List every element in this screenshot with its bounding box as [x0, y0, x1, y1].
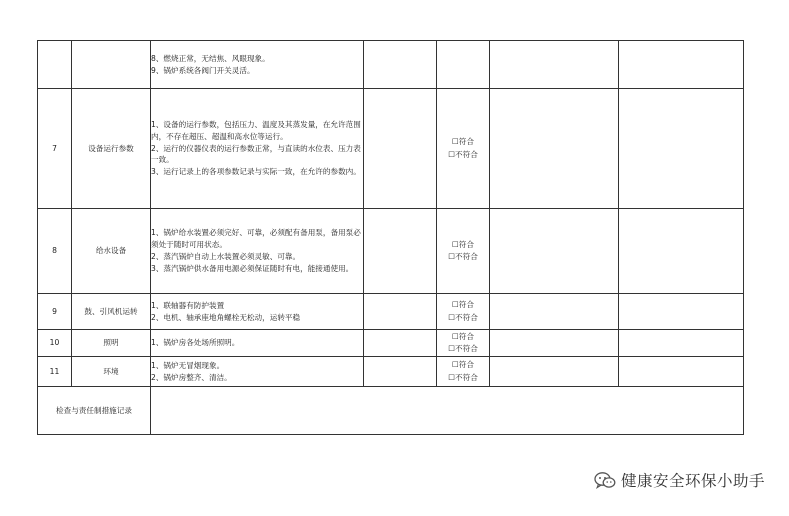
- table-row: [38, 294, 744, 330]
- content-line: 9、锅炉系统各阀门开关灵活。: [151, 65, 255, 75]
- inspection-table: [37, 40, 744, 435]
- result-cell: [437, 41, 490, 89]
- result-cell: [437, 89, 490, 209]
- result-cell: [437, 209, 490, 294]
- conform-checkbox[interactable]: ☐符合: [452, 239, 474, 249]
- content-line: 2、蒸汽锅炉自动上水装置必须灵敏、可靠。: [151, 252, 301, 261]
- content-line: 1、设备的运行参数，包括压力、温度及其蒸发量，在允许范围内，不存在超压、超温和高水位等运行。: [151, 120, 361, 141]
- nonconform-checkbox[interactable]: ☐不符合: [448, 149, 478, 159]
- blank-cell: [490, 89, 619, 209]
- check-item: 给水设备: [72, 209, 151, 294]
- row-number: 7: [38, 89, 72, 209]
- result-cell: [437, 330, 490, 357]
- table-row: [38, 330, 744, 357]
- blank-cell: [364, 209, 437, 294]
- record-field[interactable]: [151, 387, 744, 435]
- check-item: [72, 41, 151, 89]
- blank-cell: [619, 41, 744, 89]
- content-line: 1、联轴器有防护装置: [151, 300, 225, 310]
- check-item: 设备运行参数: [72, 89, 151, 209]
- row-number: 9: [38, 294, 72, 330]
- blank-cell: [364, 41, 437, 89]
- content-line: 8、燃烧正常，无结焦、风眼现象。: [151, 53, 270, 63]
- wechat-icon: [594, 471, 616, 490]
- check-content: [151, 330, 364, 357]
- result-cell: [437, 357, 490, 387]
- row-number: 10: [38, 330, 72, 357]
- content-line: 3、运行记录上的各项参数记录与实际一致，在允许的参数内。: [151, 167, 361, 177]
- blank-cell: [364, 89, 437, 209]
- conform-checkbox[interactable]: ☐符合: [452, 331, 474, 341]
- check-content: [151, 89, 364, 209]
- conform-checkbox[interactable]: ☐符合: [452, 360, 474, 370]
- row-number: 8: [38, 209, 72, 294]
- blank-cell: [619, 294, 744, 330]
- check-content: [151, 294, 364, 330]
- content-line: 2、电机、轴承座地角螺栓无松动，运转平稳: [151, 312, 301, 322]
- content-line: 1、锅炉无冒烟现象。: [151, 360, 225, 370]
- blank-cell: [490, 330, 619, 357]
- conform-checkbox[interactable]: ☐符合: [452, 300, 474, 310]
- row-number: [38, 41, 72, 89]
- blank-cell: [490, 294, 619, 330]
- record-label: 检查与责任制措施记录: [38, 387, 151, 435]
- blank-cell: [490, 41, 619, 89]
- table-row: [38, 209, 744, 294]
- table-row: [38, 357, 744, 387]
- content-line: 2、运行的仪器仪表的运行参数正常，与直读的水位表、压力表一致。: [151, 143, 361, 165]
- conform-checkbox[interactable]: ☐符合: [452, 137, 474, 147]
- content-line: 3、蒸汽锅炉供水备用电源必须保证随时有电，能接通使用。: [151, 263, 354, 273]
- blank-cell: [619, 209, 744, 294]
- blank-cell: [619, 357, 744, 387]
- check-item: 鼓、引风机运转: [72, 294, 151, 330]
- blank-cell: [364, 357, 437, 387]
- nonconform-checkbox[interactable]: ☐不符合: [448, 312, 478, 322]
- blank-cell: [364, 330, 437, 357]
- blank-cell: [490, 357, 619, 387]
- content-line: 1、锅炉给水装置必须完好、可靠，必须配有备用泵，备用泵必须处于随时可用状态。: [151, 228, 361, 250]
- footer-row: [38, 387, 744, 435]
- table-row: [38, 41, 744, 89]
- check-item: 照明: [72, 330, 151, 357]
- nonconform-checkbox[interactable]: ☐不符合: [448, 372, 478, 382]
- result-cell: [437, 294, 490, 330]
- check-item: 环境: [72, 357, 151, 387]
- blank-cell: [619, 330, 744, 357]
- check-content: [151, 357, 364, 387]
- watermark-text: 健康安全环保小助手: [620, 472, 765, 490]
- watermark: [594, 469, 765, 491]
- check-content: [151, 41, 364, 89]
- check-content: [151, 209, 364, 294]
- blank-cell: [619, 89, 744, 209]
- content-line: 2、锅炉房整齐、清洁。: [151, 372, 232, 382]
- blank-cell: [490, 209, 619, 294]
- nonconform-checkbox[interactable]: ☐不符合: [448, 344, 478, 353]
- blank-cell: [364, 294, 437, 330]
- nonconform-checkbox[interactable]: ☐不符合: [448, 252, 478, 261]
- table-row: [38, 89, 744, 209]
- content-line: 1、锅炉房各处场所照明。: [151, 338, 240, 348]
- row-number: 11: [38, 357, 72, 387]
